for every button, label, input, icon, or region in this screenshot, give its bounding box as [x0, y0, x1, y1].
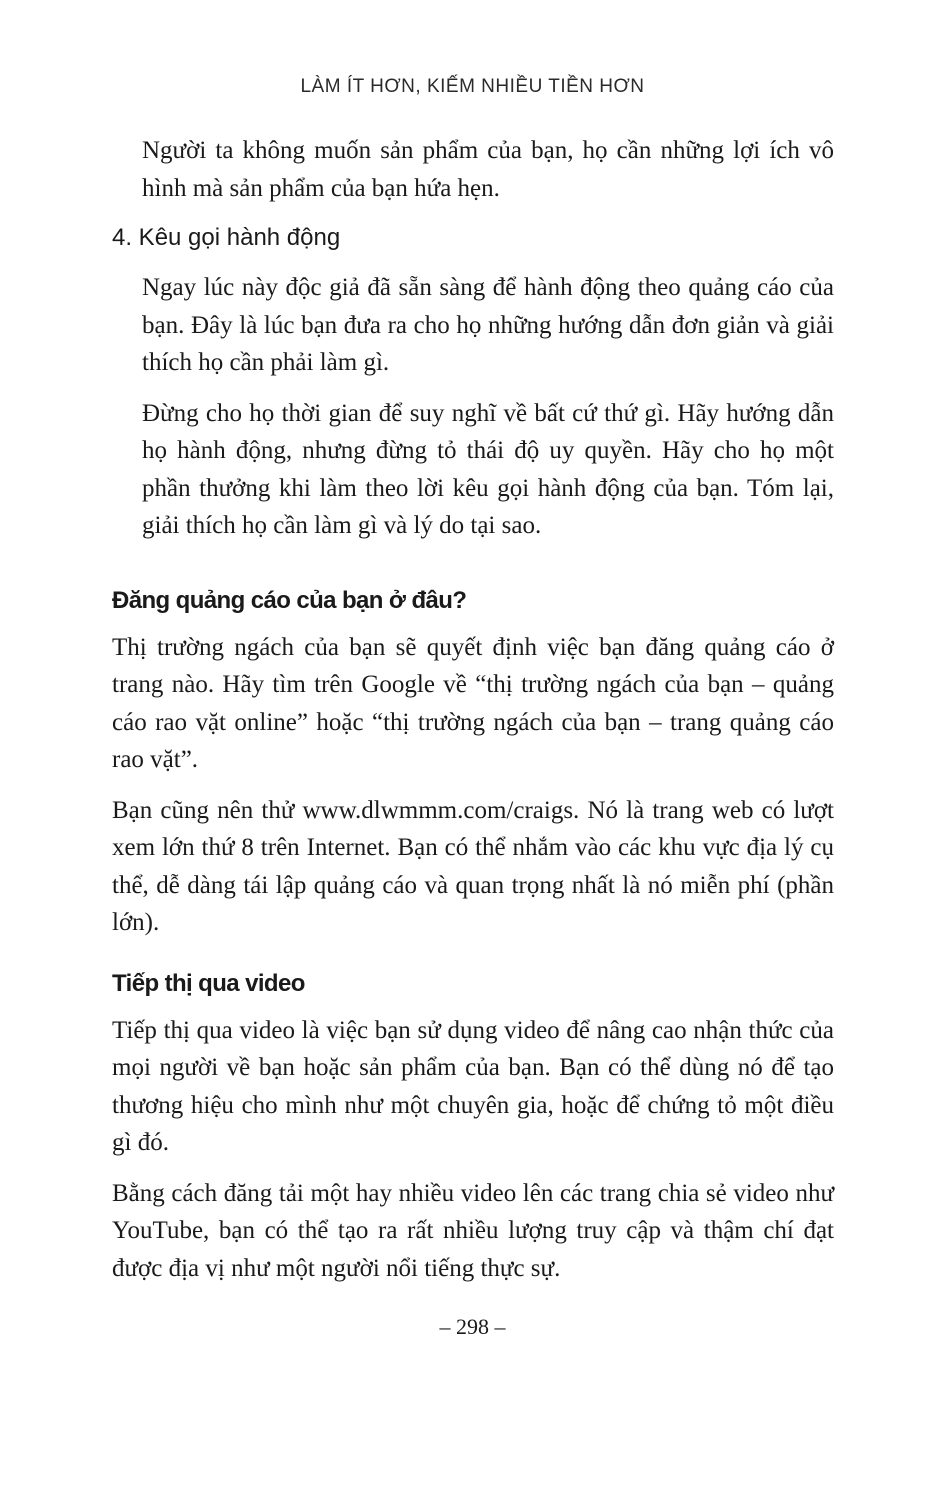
list-item-call-to-action: 4. Kêu gọi hành động: [112, 224, 341, 251]
video-paragraph-1: Tiếp thị qua video là việc bạn sử dụng video để nâng cao nhận thức của mọi người về bạn hoặc sản phẩm của bạn. Bạn có thể dùng nó để tạo thương hiệu cho mình như một chuyên gia, hoặc để chứng tỏ một điều gì đó.: [112, 1016, 834, 1156]
section-heading-video: Tiếp thị qua video: [112, 969, 305, 997]
page-content: [112, 132, 834, 1287]
cta-paragraph-2: Đừng cho họ thời gian để suy nghĩ về bất cứ thứ gì. Hãy hướng dẫn họ hành động, nhưng đừng tỏ thái độ uy quyền. Hãy cho họ một phần thưởng khi làm theo lời kêu gọi hành động của bạn. Tóm lại, giải thích họ cần làm gì và lý do tại sao.: [142, 399, 834, 539]
ads-paragraph-2: Bạn cũng nên thử www.dlwmmm.com/craigs. Nó là trang web có lượt xem lớn thứ 8 trên Internet. Bạn có thể nhắm vào các khu vực địa lý cụ thể, dễ dàng tái lập quảng cáo và quan trọng nhất là nó miễn phí (phần lớn).: [112, 796, 834, 936]
video-paragraph-2: Bằng cách đăng tải một hay nhiều video lên các trang chia sẻ video như YouTube, bạn có thể tạo ra rất nhiều lượng truy cập và thậm chí đạt được địa vị như một người nổi tiếng thực sự.: [112, 1179, 834, 1282]
ads-paragraph-1: Thị trường ngách của bạn sẽ quyết định việc bạn đăng quảng cáo ở trang nào. Hãy tìm trên Google về “thị trường ngách của bạn – quảng cáo rao vặt online” hoặc “thị trường ngách của bạn – trang quảng cáo rao vặt”.: [112, 633, 834, 773]
page-number: – 298 –: [439, 1314, 506, 1339]
intro-paragraph: Người ta không muốn sản phẩm của bạn, họ cần những lợi ích vô hình mà sản phẩm của bạn hứa hẹn.: [142, 137, 834, 202]
section-heading-ads: Đăng quảng cáo của bạn ở đâu?: [112, 586, 467, 614]
running-header: LÀM ÍT HƠN, KIẾM NHIỀU TIỀN HƠN: [300, 76, 645, 97]
cta-paragraph-1: Ngay lúc này độc giả đã sẵn sàng để hành động theo quảng cáo của bạn. Đây là lúc bạn đưa ra cho họ những hướng dẫn đơn giản và giải thích họ cần phải làm gì.: [142, 274, 834, 376]
